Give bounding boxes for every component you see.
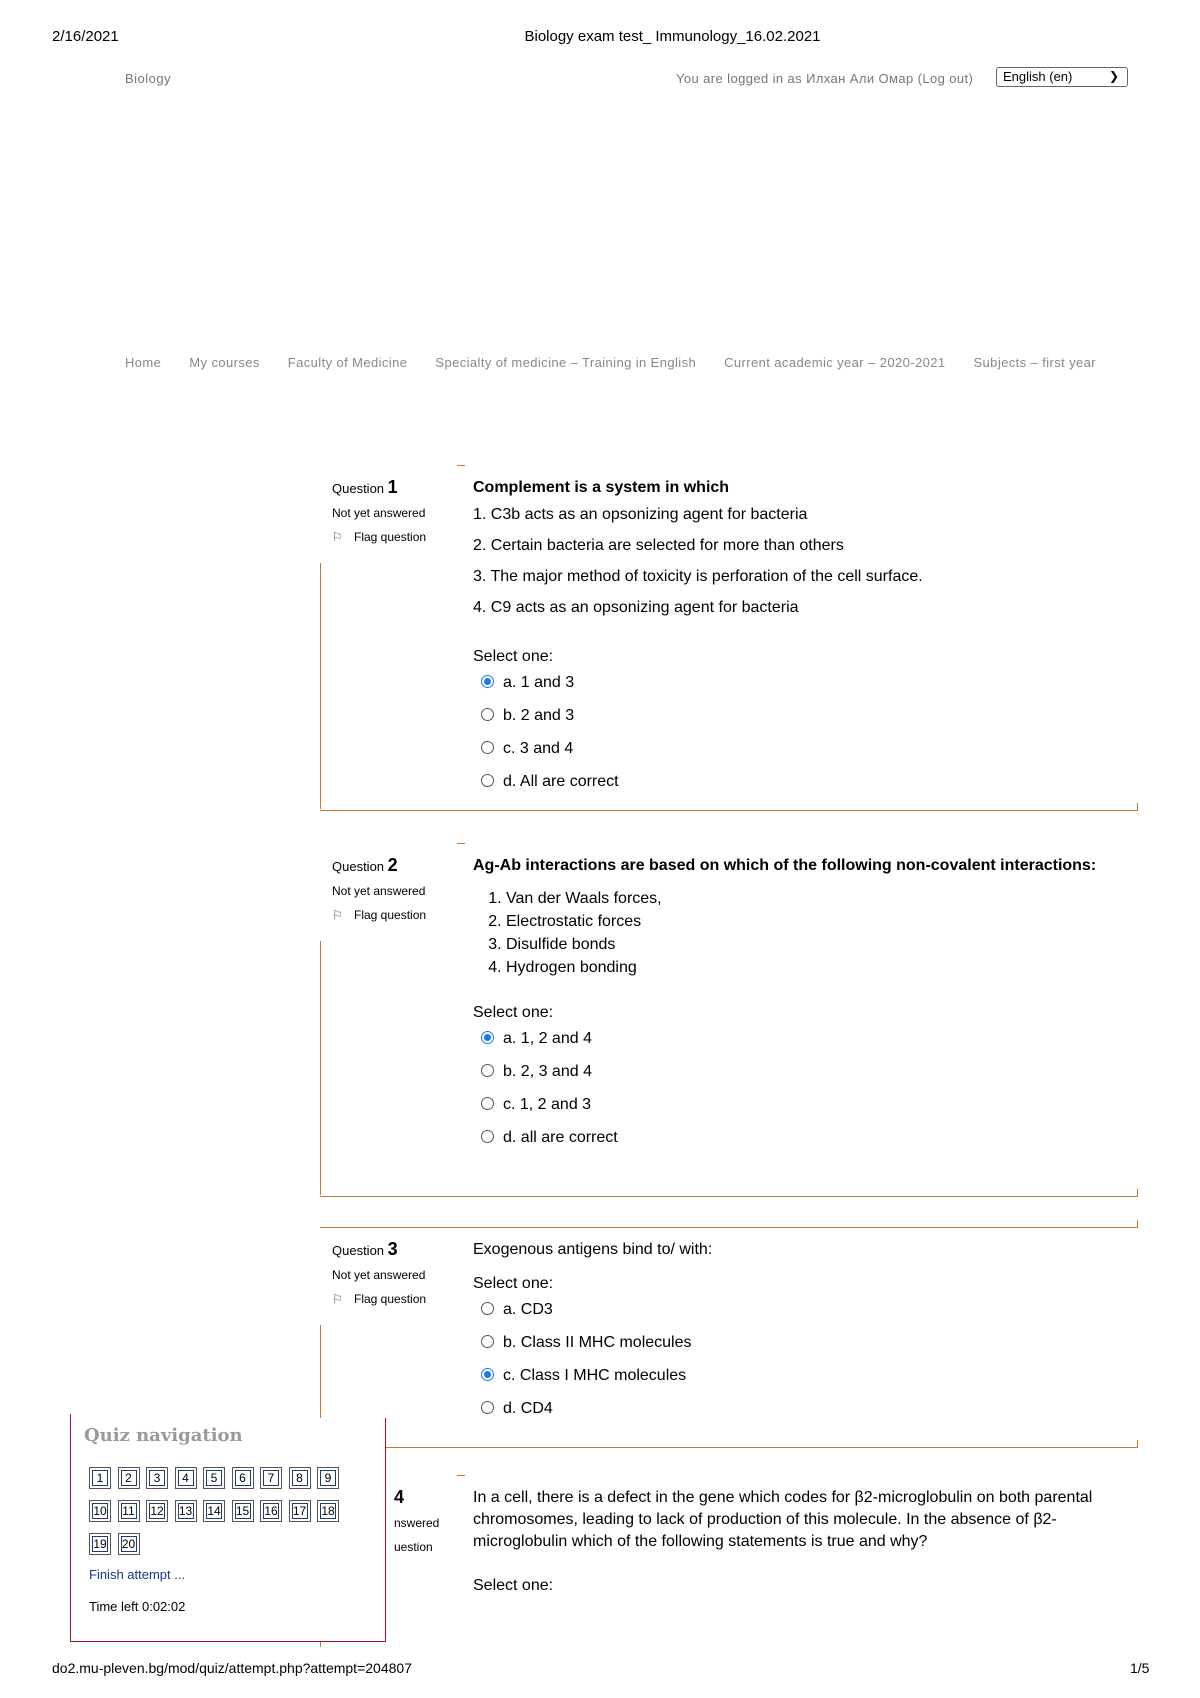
divider (320, 941, 321, 1195)
divider (457, 843, 465, 844)
quiz-nav-button-3[interactable]: 3 (146, 1467, 168, 1489)
radio-button[interactable] (481, 741, 494, 754)
quiz-nav-button-12[interactable]: 12 (146, 1500, 168, 1522)
flag-label: Flag question (354, 908, 427, 922)
question-content (473, 1239, 1133, 1425)
breadcrumb-item[interactable]: Current academic year – 2020-2021 (724, 355, 946, 370)
question-content (473, 1487, 1133, 1595)
question-text: Complement is a system in which (473, 479, 730, 496)
select-one-label: Select one: (473, 1275, 554, 1292)
quiz-nav-button-20[interactable]: 20 (118, 1533, 140, 1555)
breadcrumb-item[interactable]: Subjects – first year (973, 355, 1097, 370)
quiz-nav-button-19[interactable]: 19 (89, 1533, 111, 1555)
answer-option[interactable]: d. All are correct (473, 765, 1133, 798)
login-info[interactable]: You are logged in as Илхан Али Омар (Log out) (676, 71, 974, 86)
question-info (332, 477, 457, 544)
breadcrumb-item[interactable]: My courses (189, 355, 260, 370)
breadcrumb-item[interactable]: Specialty of medicine – Training in English (435, 355, 697, 370)
statement-list (473, 887, 1133, 979)
answer-option[interactable]: c. 1, 2 and 3 (473, 1088, 1133, 1121)
divider (320, 1447, 1138, 1448)
flag-question-button[interactable]: uestion (394, 1540, 433, 1554)
flag-icon: ⚐ (332, 908, 343, 922)
answer-option[interactable]: b. 2, 3 and 4 (473, 1055, 1133, 1088)
quiz-nav-button-18[interactable]: 18 (317, 1500, 339, 1522)
answer-option[interactable]: b. Class II MHC molecules (473, 1326, 1133, 1359)
answer-option[interactable]: a. CD3 (473, 1293, 1133, 1326)
radio-button[interactable] (481, 774, 494, 787)
time-left: Time left 0:02:02 (89, 1599, 186, 1614)
radio-button[interactable] (481, 1335, 494, 1348)
answer-option[interactable]: c. Class I MHC molecules (473, 1359, 1133, 1392)
question-2 (320, 843, 1138, 1203)
flag-question-button[interactable] (332, 908, 457, 922)
answer-option[interactable]: d. all are correct (473, 1121, 1133, 1154)
divider (320, 1196, 1138, 1197)
answer-option[interactable]: a. 1 and 3 (473, 666, 1133, 699)
quiz-nav-button-10[interactable]: 10 (89, 1500, 111, 1522)
divider (457, 465, 465, 466)
statement-line: 1. C3b acts as an opsonizing agent for bacteria (473, 506, 808, 523)
print-page-number: 1/5 (1130, 1660, 1150, 1676)
quiz-nav-button-5[interactable]: 5 (203, 1467, 225, 1489)
language-value: English (en) (1003, 69, 1073, 84)
statement-line: 3. The major method of toxicity is perforation of the cell surface. (473, 568, 923, 585)
answer-option[interactable]: a. 1, 2 and 4 (473, 1022, 1133, 1055)
question-state: Not yet answered (332, 506, 426, 520)
question-state: Not yet answered (332, 884, 426, 898)
radio-button[interactable] (481, 708, 494, 721)
question-info (332, 1239, 457, 1306)
question-state: nswered (394, 1516, 440, 1530)
radio-button[interactable] (481, 1064, 494, 1077)
question-1 (320, 465, 1138, 815)
quiz-navigation-title: Quiz navigation (84, 1425, 243, 1446)
quiz-nav-button-13[interactable]: 13 (175, 1500, 197, 1522)
print-title: Biology exam test_ Immunology_16.02.2021 (524, 28, 821, 45)
quiz-nav-button-17[interactable]: 17 (289, 1500, 311, 1522)
quiz-nav-button-6[interactable]: 6 (232, 1467, 254, 1489)
question-content (473, 477, 1133, 798)
question-text: Ag-Ab interactions are based on which of the following non-covalent interactions: (473, 857, 1097, 874)
quiz-nav-button-1[interactable]: 1 (89, 1467, 111, 1489)
select-one-label: Select one: (473, 1004, 554, 1021)
chevron-down-icon: ❯ (1108, 69, 1119, 83)
select-one-label: Select one: (473, 648, 554, 665)
quiz-nav-button-14[interactable]: 14 (203, 1500, 225, 1522)
answer-option[interactable]: c. 3 and 4 (473, 732, 1133, 765)
radio-button[interactable] (481, 1031, 494, 1044)
quiz-nav-button-7[interactable]: 7 (260, 1467, 282, 1489)
finish-attempt-link[interactable]: Finish attempt ... (89, 1567, 186, 1582)
print-url: do2.mu-pleven.bg/mod/quiz/attempt.php?attempt=204807 (52, 1660, 412, 1676)
question-number: Question 1 (332, 477, 398, 497)
question-3 (320, 1227, 1138, 1447)
quiz-nav-button-15[interactable]: 15 (232, 1500, 254, 1522)
quiz-nav-button-4[interactable]: 4 (175, 1467, 197, 1489)
breadcrumb-item[interactable]: Faculty of Medicine (287, 355, 408, 370)
question-text: Exogenous antigens bind to/ with: (473, 1241, 713, 1258)
question-number: 4 (394, 1487, 405, 1507)
question-number: Question 2 (332, 855, 398, 875)
divider (320, 563, 321, 809)
language-select[interactable] (996, 67, 1128, 87)
flag-icon: ⚐ (332, 530, 343, 544)
print-date: 2/16/2021 (52, 28, 119, 45)
radio-button[interactable] (481, 675, 494, 688)
radio-button[interactable] (481, 1368, 494, 1381)
quiz-nav-button-16[interactable]: 16 (260, 1500, 282, 1522)
list-item: 3. Disulfide bonds (506, 933, 1133, 956)
answer-option[interactable]: d. CD4 (473, 1392, 1133, 1425)
question-state: Not yet answered (332, 1268, 426, 1282)
divider (320, 810, 1138, 811)
list-item: 4. Hydrogen bonding (506, 956, 1133, 979)
flag-icon: ⚐ (332, 1292, 343, 1306)
quiz-nav-button-11[interactable]: 11 (118, 1500, 140, 1522)
select-one-label: Select one: (473, 1577, 554, 1594)
quiz-nav-button-2[interactable]: 2 (118, 1467, 140, 1489)
site-name-link[interactable]: Biology (125, 71, 172, 86)
question-info (332, 855, 457, 922)
radio-button[interactable] (481, 1401, 494, 1414)
list-item: 1. Van der Waals forces, (506, 887, 1133, 910)
flag-label: Flag question (354, 1292, 427, 1306)
quiz-nav-button-8[interactable]: 8 (289, 1467, 311, 1489)
question-content (473, 855, 1133, 1154)
question-number: Question 3 (332, 1239, 398, 1259)
quiz-nav-button-9[interactable]: 9 (317, 1467, 339, 1489)
question-text: In a cell, there is a defect in the gene which codes for β2-microglobulin on both parental chromosomes, leading to lack of production of this molecule. In the absence of β2-microglobulin which of the following statements is true and why? (473, 1489, 1093, 1550)
flag-label: Flag question (354, 530, 427, 544)
statement-line: 2. Certain bacteria are selected for more than others (473, 537, 844, 554)
breadcrumb (125, 355, 1120, 370)
divider (457, 1475, 465, 1476)
radio-button[interactable] (481, 1130, 494, 1143)
radio-button[interactable] (481, 1302, 494, 1315)
flag-question-button[interactable] (332, 530, 457, 544)
answer-option[interactable]: b. 2 and 3 (473, 699, 1133, 732)
flag-question-button[interactable] (332, 1292, 457, 1306)
radio-button[interactable] (481, 1097, 494, 1110)
breadcrumb-item[interactable]: Home (125, 355, 162, 370)
question-4 (320, 1475, 1138, 1650)
list-item: 2. Electrostatic forces (506, 910, 1133, 933)
statement-line: 4. C9 acts as an opsonizing agent for bacteria (473, 599, 799, 616)
divider (320, 1227, 1138, 1228)
